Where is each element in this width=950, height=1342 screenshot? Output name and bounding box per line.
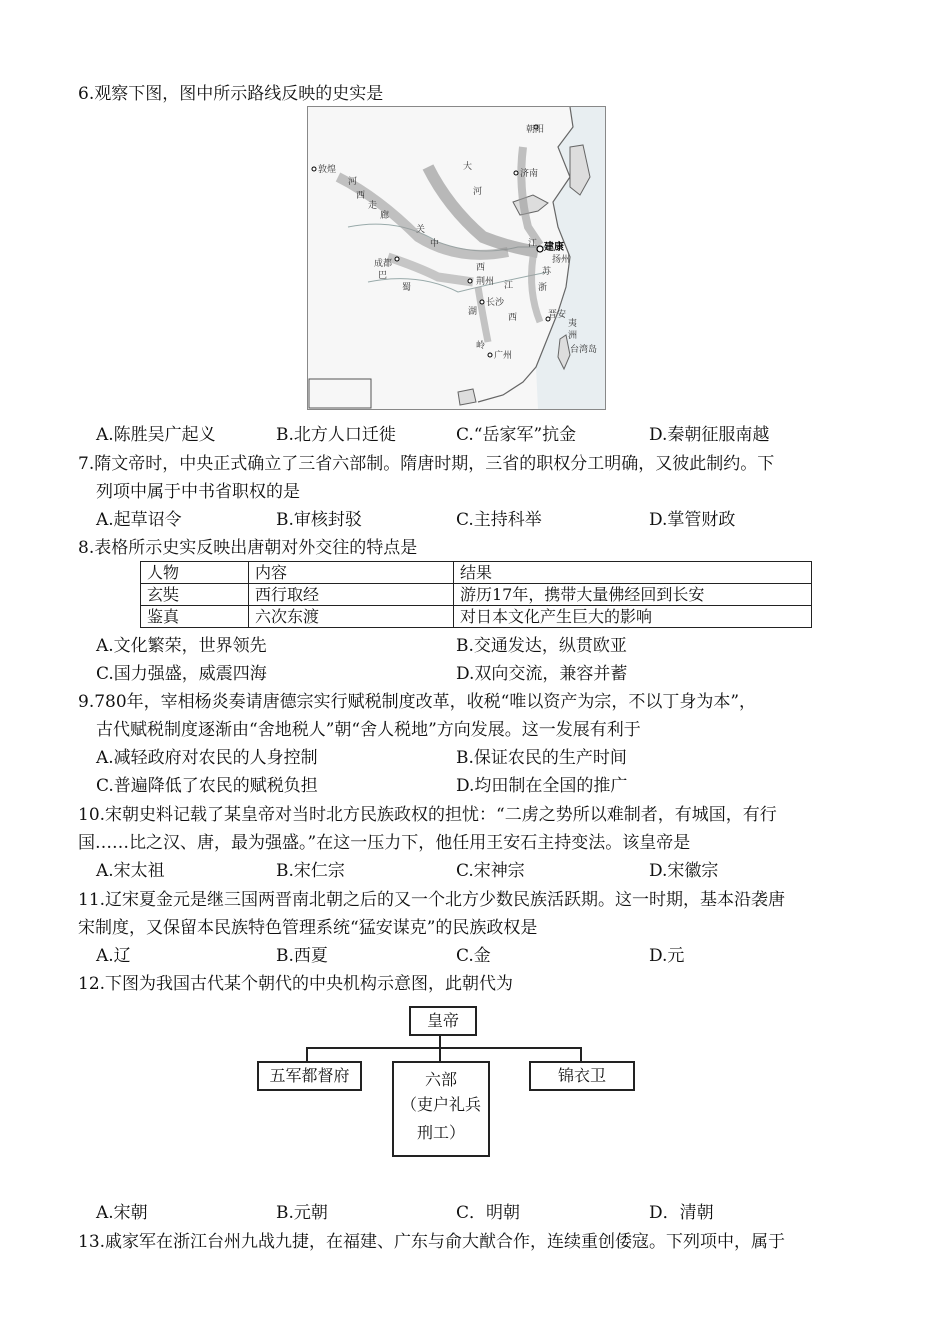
map-label-ba: 巴 — [378, 271, 388, 281]
q11-option-b: B.西夏 — [276, 946, 328, 966]
q11-stem-line2: 宋制度，又保留本民族特色管理系统“猛安谋克”的民族政权是 — [78, 918, 538, 938]
q10-stem-line2: 国……比之汉、唐，最为强盛。”在这一压力下，他任用王安石主持变法。该皇帝是 — [78, 833, 691, 853]
table-cell: 对日本文化产生巨大的影响 — [454, 606, 812, 628]
map-label-xi2: 西 — [476, 263, 486, 273]
map-label-jinan2: 晋安 — [548, 310, 567, 320]
table-cell: 鉴真 — [141, 606, 249, 628]
diagram-connector — [439, 1047, 441, 1061]
q8-option-b: B.交通发达，纵贯欧亚 — [456, 636, 627, 656]
map-label-su: 苏 — [542, 267, 552, 277]
q13-stem-line1: 13.戚家军在浙江台州九战九捷，在福建、广东与俞大猷合作，连续重创倭寇。下列项中，属于 — [78, 1232, 786, 1252]
map-label-da: 大 — [463, 162, 473, 172]
q9-stem-line1: 9.780年，宰相杨炎奏请唐德宗实行赋税制度改革，收税“唯以资产为宗，不以丁身为本”， — [78, 692, 757, 712]
diagram-connector — [306, 1047, 308, 1061]
diagram-connector — [306, 1047, 582, 1049]
table-header-cell: 人物 — [141, 562, 249, 584]
q6-option-d: D.秦朝征服南越 — [649, 425, 770, 445]
q7-stem-line1: 7.隋文帝时，中央正式确立了三省六部制。隋唐时期，三省的职权分工明确，又彼此制约。下 — [78, 454, 775, 474]
q6-option-a: A.陈胜吴广起义 — [96, 425, 216, 445]
map-label-changsha: 长沙 — [486, 298, 505, 308]
map-label-jiankang: 建康 — [544, 242, 564, 253]
q12-option-d: D．清朝 — [649, 1203, 714, 1223]
table-cell: 六次东渡 — [249, 606, 454, 628]
q8-option-d: D.双向交流，兼容并蓄 — [456, 664, 628, 684]
map-label-chengdu: 成都 — [374, 259, 393, 269]
q7-option-a: A.起草诏令 — [96, 510, 182, 530]
map-label-yi: 夷 — [568, 319, 578, 329]
q10-option-a: A.宋太祖 — [96, 861, 165, 881]
q11-option-c: C.金 — [456, 946, 491, 966]
q9-option-a: A.减轻政府对农民的人身控制 — [96, 748, 318, 768]
diagram-box-emperor: 皇帝 — [409, 1006, 477, 1036]
q10-option-d: D.宋徽宗 — [649, 861, 719, 881]
q12-option-a: A.宋朝 — [96, 1203, 148, 1223]
q7-option-b: B.审核封驳 — [276, 510, 362, 530]
q8-table — [140, 561, 812, 628]
table-cell: 玄奘 — [141, 584, 249, 606]
diagram-box-six-ministries — [392, 1061, 490, 1157]
q8-option-c: C.国力强盛，威震四海 — [96, 664, 267, 684]
map-label-hu: 湖 — [468, 307, 478, 317]
q10-option-b: B.宋仁宗 — [276, 861, 345, 881]
table-cell: 游历17年，携带大量佛经回到长安 — [454, 584, 812, 606]
map-label-xi: 西 — [356, 191, 366, 201]
q6-route-map — [307, 106, 606, 410]
map-label-he2: 河 — [473, 187, 483, 197]
table-row — [141, 606, 812, 628]
map-label-jingzhou: 荆州 — [476, 277, 495, 287]
q9-stem-line2: 古代赋税制度逐渐由“舍地税人”朝“舍人税地”方向发展。这一发展有利于 — [96, 720, 641, 740]
map-label-he1: 河 — [348, 177, 358, 187]
map-label-guan: 关 — [416, 225, 426, 235]
q9-option-d: D.均田制在全国的推广 — [456, 776, 628, 796]
q11-option-a: A.辽 — [96, 946, 131, 966]
q8-stem: 8.表格所示史实反映出唐朝对外交往的特点是 — [78, 538, 418, 558]
q7-option-c: C.主持科举 — [456, 510, 542, 530]
q10-option-c: C.宋神宗 — [456, 861, 525, 881]
diagram-connector — [439, 1034, 441, 1048]
map-label-guangzhou: 广州 — [494, 351, 513, 361]
map-label-zhong: 中 — [430, 239, 440, 249]
q7-stem-line2: 列项中属于中书省职权的是 — [96, 482, 300, 502]
map-label-zhou: 洲 — [568, 331, 578, 341]
map-label-jiang: 江 — [528, 239, 538, 249]
q12-stem: 12.下图为我国古代某个朝代的中央机构示意图，此朝代为 — [78, 974, 514, 994]
map-label-jiang2: 江 — [504, 281, 514, 291]
q6-option-c: C.“岳家军”抗金 — [456, 425, 577, 445]
table-header-cell: 结果 — [454, 562, 812, 584]
diagram-six-ministries-line1: 六部 — [424, 1070, 457, 1089]
map-label-lang: 廊 — [380, 211, 390, 221]
q8-option-a: A.文化繁荣，世界领先 — [96, 636, 267, 656]
q12-option-c: C．明朝 — [456, 1203, 521, 1223]
diagram-connector — [580, 1047, 582, 1061]
table-row — [141, 584, 812, 606]
table-header-cell: 内容 — [249, 562, 454, 584]
table-cell: 西行取经 — [249, 584, 454, 606]
q6-option-b: B.北方人口迁徙 — [276, 425, 396, 445]
map-label-dunhuang: 敦煌 — [318, 165, 337, 175]
map-label-zhe: 浙 — [538, 283, 548, 293]
diagram-six-ministries-line3: 刑工） — [416, 1123, 465, 1142]
map-label-chaoyang: 朝阳 — [526, 125, 545, 135]
q10-stem-line1: 10.宋朝史料记载了某皇帝对当时北方民族政权的担忧：“二虏之势所以难制者，有城国，有行 — [78, 805, 777, 825]
map-label-yangzhou: 扬州 — [552, 255, 571, 265]
q11-stem-line1: 11.辽宋夏金元是继三国两晋南北朝之后的又一个北方少数民族活跃期。这一时期，基本沿袭唐 — [78, 890, 786, 910]
diagram-box-five-armies: 五军都督府 — [257, 1061, 362, 1091]
q6-stem: 6.观察下图，图中所示路线反映的史实是 — [78, 84, 384, 104]
diagram-six-ministries-line2: （吏户礼兵 — [400, 1095, 481, 1114]
map-label-taiwan: 台湾岛 — [570, 345, 598, 355]
q12-option-b: B.元朝 — [276, 1203, 328, 1223]
map-label-jinan: 济南 — [520, 169, 539, 179]
q7-option-d: D.掌管财政 — [649, 510, 736, 530]
q9-option-c: C.普遍降低了农民的赋税负担 — [96, 776, 318, 796]
map-label-ling: 岭 — [476, 341, 486, 351]
q11-option-d: D.元 — [649, 946, 685, 966]
q9-option-b: B.保证农民的生产时间 — [456, 748, 627, 768]
diagram-box-jinyiwei: 锦衣卫 — [529, 1061, 635, 1091]
table-header-row — [141, 562, 812, 584]
map-label-zou: 走 — [368, 201, 378, 211]
map-label-xi3: 西 — [508, 313, 518, 323]
map-label-shu: 蜀 — [402, 283, 412, 293]
